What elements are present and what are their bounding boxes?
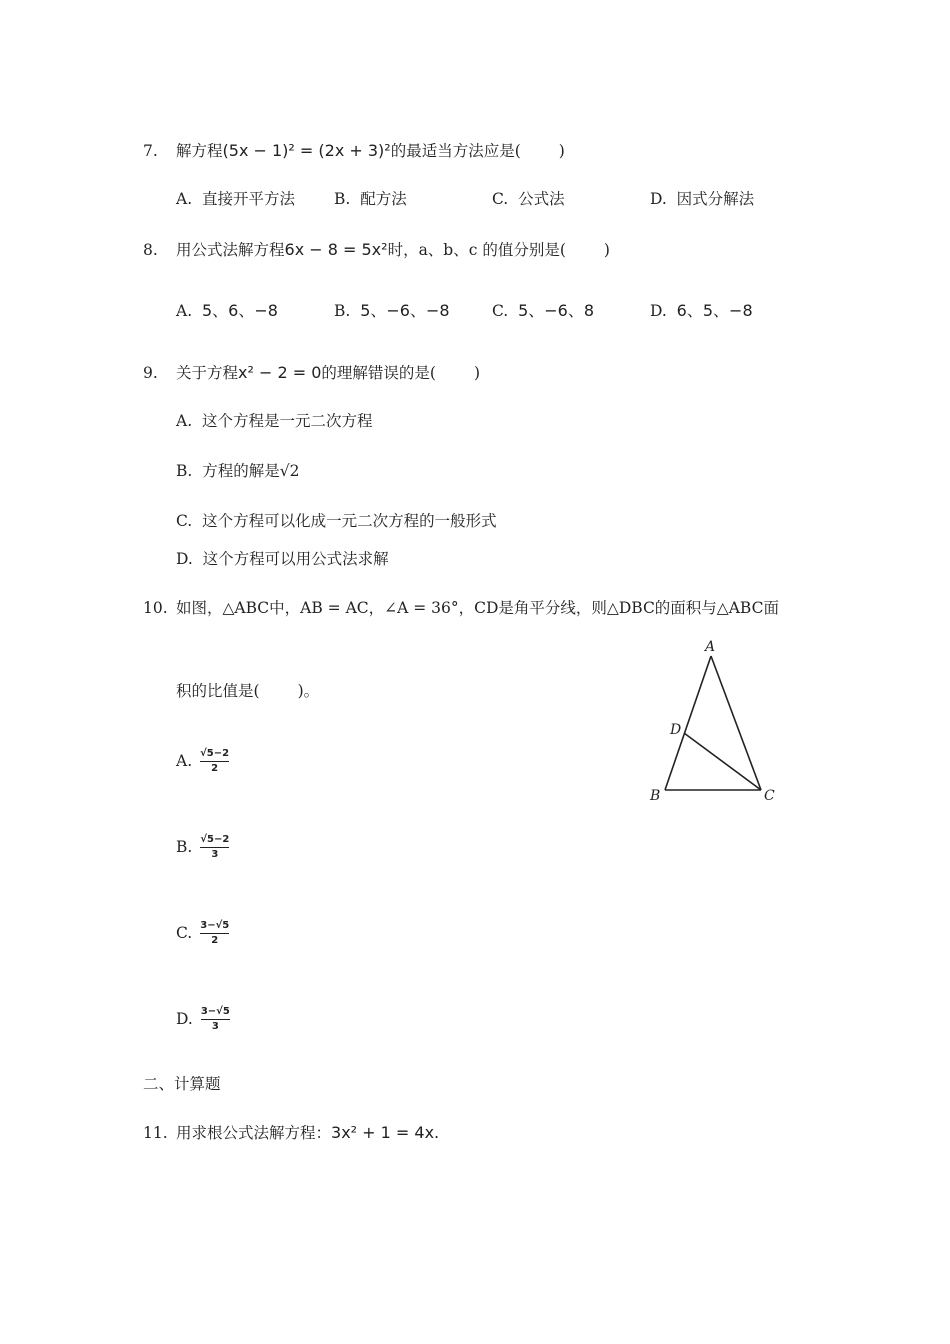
question-text: 用求根公式法解方程： [176, 1124, 332, 1142]
fraction: $\frac{3-√5}{3}$ [200, 1006, 230, 1032]
option-d[interactable]: D. $\frac{3-√5}{3}$ [176, 1006, 230, 1032]
question-equation: (5x − 1)² = (2x + 3)² [222, 141, 391, 160]
vertex-label-c: C [764, 788, 775, 804]
option-c[interactable]: C. 公式法 [492, 190, 565, 208]
question-9: 9. 关于方程x² − 2 = 0的理解错误的是( ) [143, 363, 481, 382]
option-a[interactable]: A. 这个方程是一元二次方程 [176, 412, 373, 430]
question-equation: 3x² + 1 = 4x [331, 1123, 435, 1142]
question-8: 8. 用公式法解方程6x − 8 = 5x²时，a、b、c 的值分别是( ) [143, 240, 610, 259]
option-b[interactable]: B. $\frac{√5-2}{3}$ [176, 834, 230, 860]
question-number: 8. [143, 241, 158, 259]
option-b[interactable]: B. 配方法 [334, 190, 407, 208]
option-c[interactable]: C. 这个方程可以化成一元二次方程的一般形式 [176, 512, 497, 530]
question-number: 7. [143, 142, 158, 160]
question-number: 10. [143, 599, 168, 617]
question-equation: 6x − 8 = 5x² [284, 240, 388, 259]
fraction: $\frac{√5-2}{3}$ [200, 834, 230, 860]
fraction: $\frac{√5-2}{2}$ [200, 748, 230, 774]
option-c[interactable]: C. 5、−6、8 [492, 301, 595, 320]
question-8-options [176, 298, 808, 321]
question-11: 11. 用求根公式法解方程：3x² + 1 = 4x. [143, 1123, 439, 1142]
question-equation: x² − 2 = 0 [238, 363, 322, 382]
question-7: 7. 解方程(5x − 1)² = (2x + 3)²的最适当方法应是( ) [143, 141, 565, 160]
question-text: 关于方程 [176, 364, 239, 382]
option-b[interactable]: B. 5、−6、−8 [334, 301, 450, 320]
question-text-suffix: 的最适当方法应是( [390, 142, 521, 160]
option-d[interactable]: D. 6、5、−8 [650, 301, 753, 320]
question-10-line2: 积的比值是( )。 [176, 682, 320, 700]
fraction: $\frac{3-√5}{2}$ [200, 920, 230, 946]
option-d[interactable]: D. 因式分解法 [650, 190, 755, 208]
question-number: 9. [143, 364, 158, 382]
option-a[interactable]: A. 直接开平方法 [176, 190, 295, 208]
vertex-label-d: D [670, 722, 682, 738]
vertex-label-a: A [705, 639, 716, 655]
question-number: 11. [143, 1124, 168, 1142]
vertex-label-b: B [650, 788, 661, 804]
question-10 [143, 596, 779, 618]
option-b[interactable]: B. 方程的解是√2 [176, 462, 300, 480]
option-a[interactable]: A. $\frac{√5-2}{2}$ [176, 748, 230, 774]
question-7-options [176, 187, 808, 209]
option-d[interactable]: D. 这个方程可以用公式法求解 [176, 550, 389, 568]
edge-ac [711, 656, 761, 790]
question-text-suffix: 时，a、b、c 的值分别是( [387, 241, 566, 259]
option-a[interactable]: A. 5、6、−8 [176, 301, 278, 320]
question-text: 解方程 [176, 142, 223, 160]
section-title: 二、计算题 [143, 1075, 221, 1093]
question-text: 用公式法解方程 [176, 241, 285, 259]
triangle-figure [640, 636, 790, 808]
option-c[interactable]: C. $\frac{3-√5}{2}$ [176, 920, 230, 946]
question-text: 如图，△ABC中，AB = AC，∠A = 36°，CD是角平分线，则△DBC的面积与△ABC面 [176, 599, 779, 617]
bisector-cd [684, 733, 761, 790]
question-text-suffix: 的理解错误的是( [321, 364, 436, 382]
